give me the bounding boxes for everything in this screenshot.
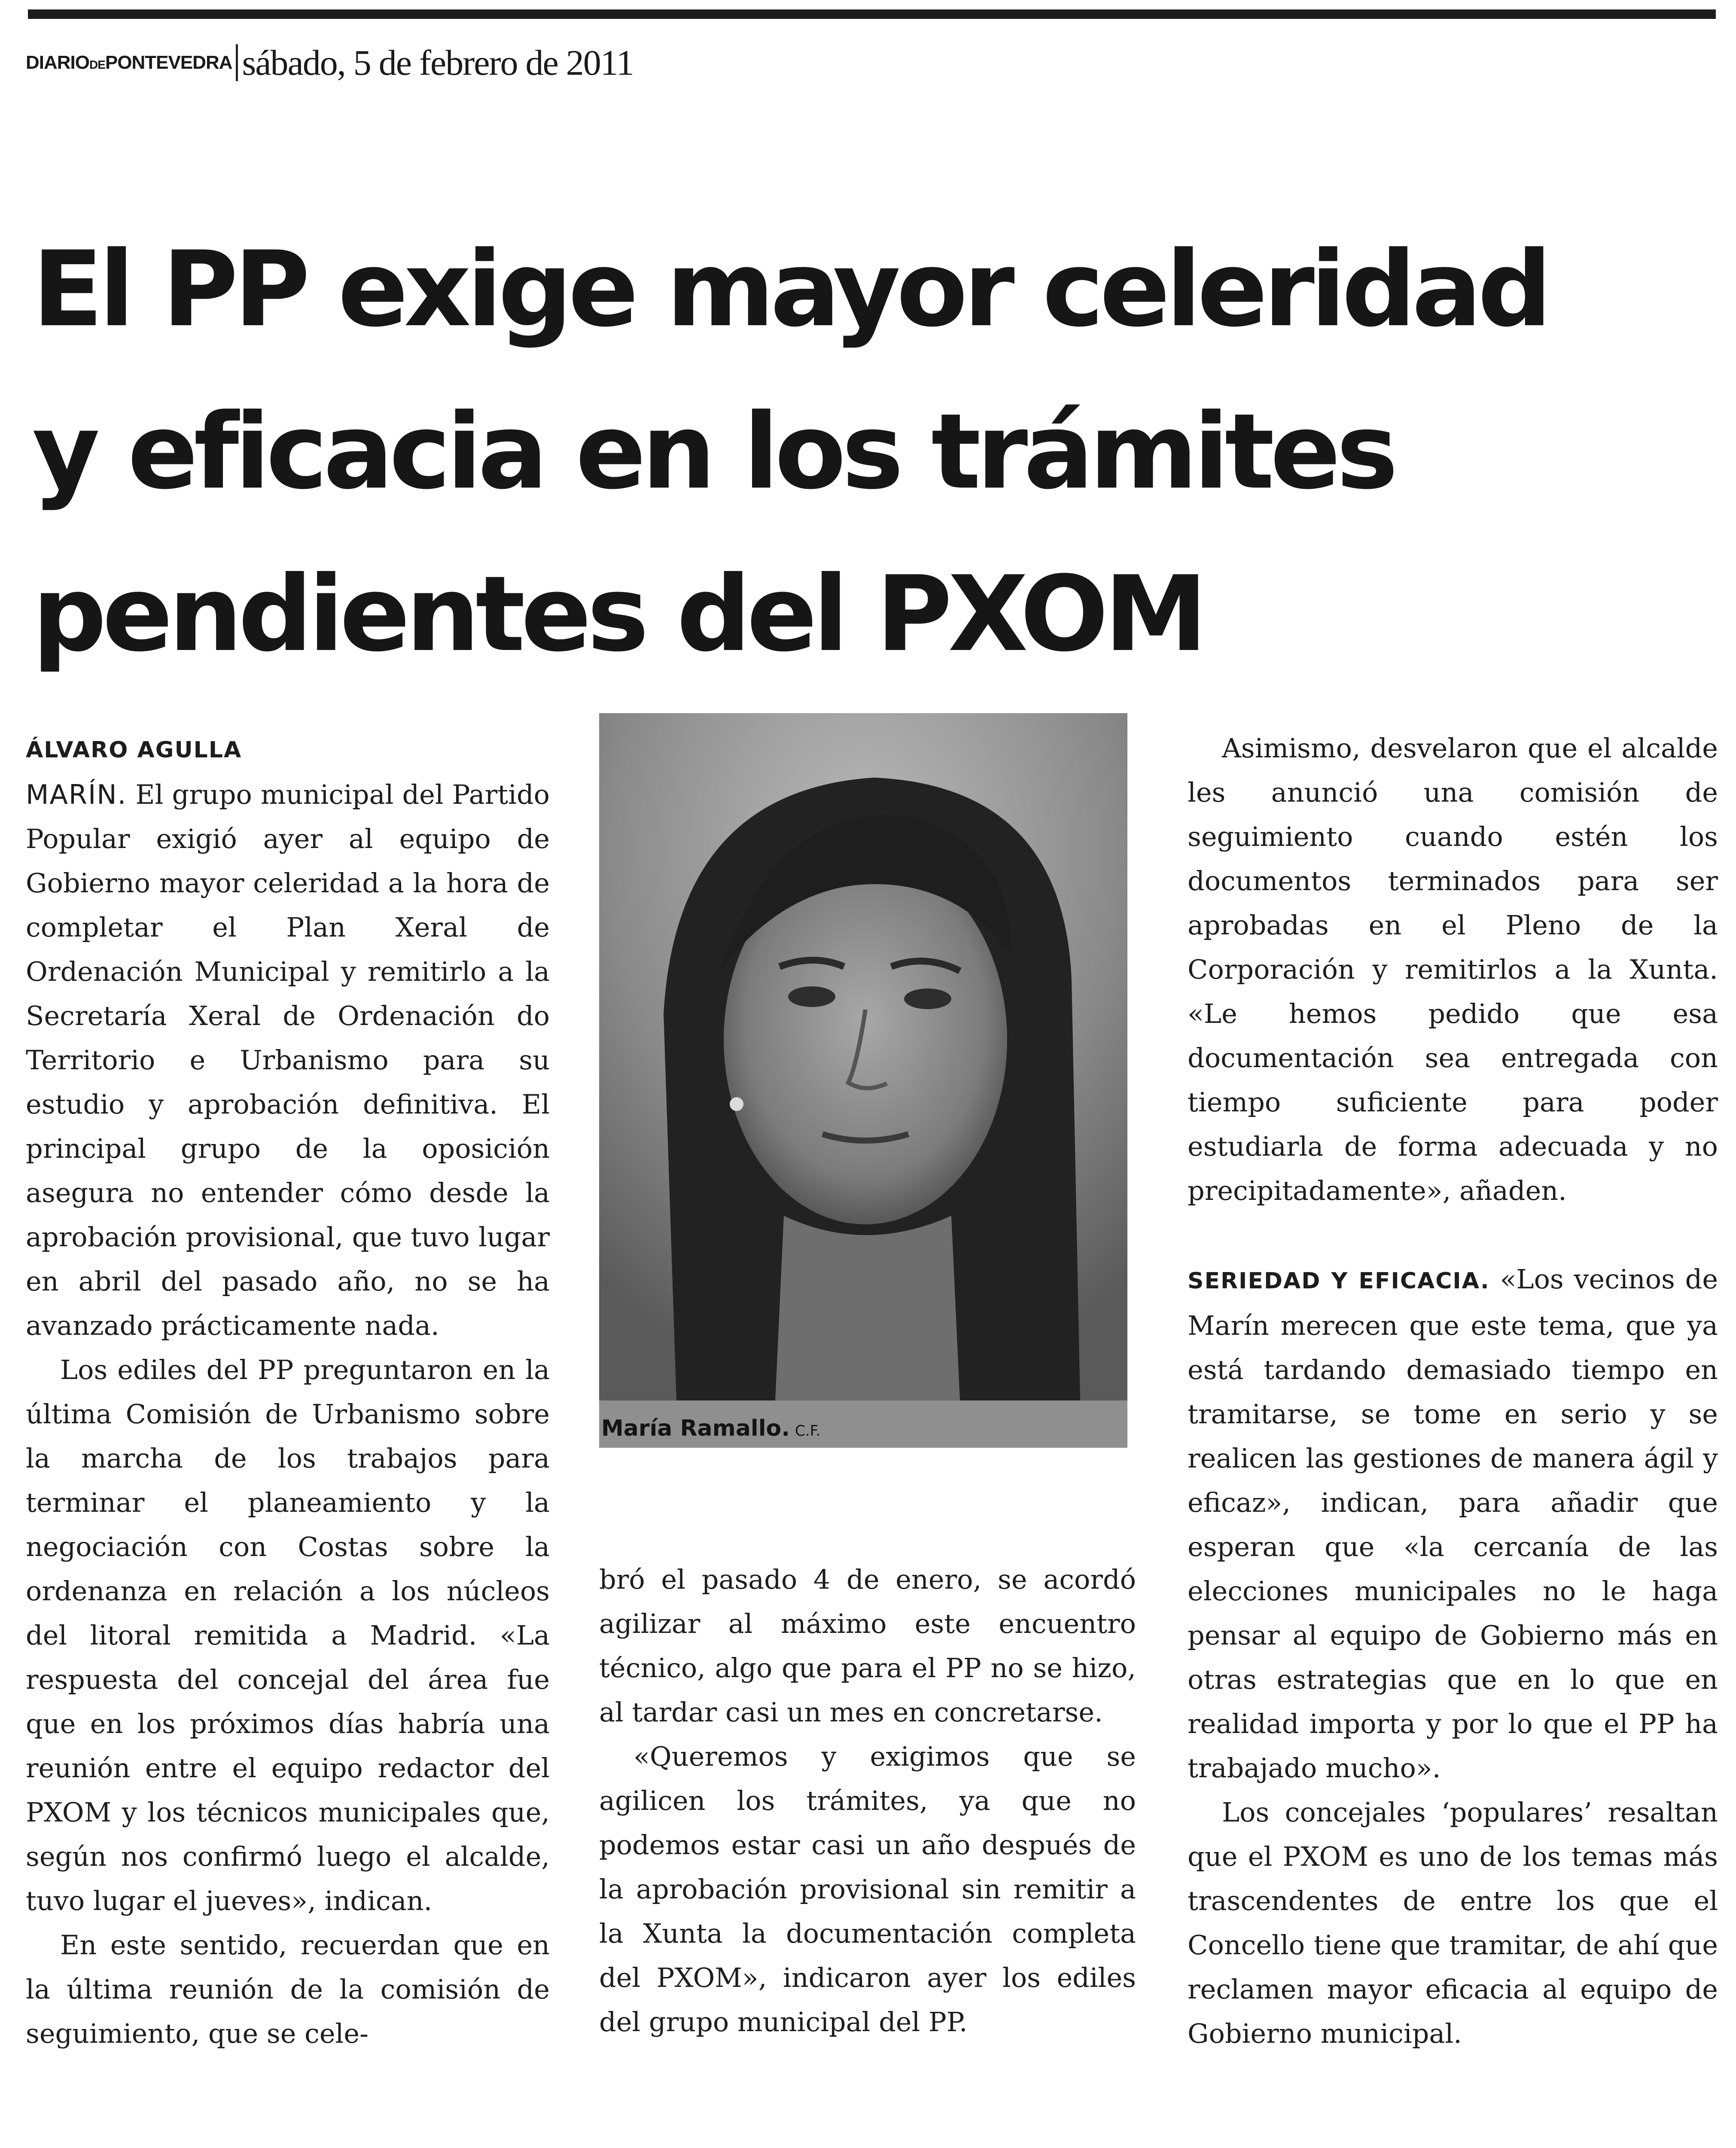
photo-caption: María Ramallo. C.F. [601, 1416, 821, 1441]
paragraph: «Queremos y exigimos que se agilicen los trámites, ya que no podemos estar casi un año después de la aprobación provisional sin remitir a la Xunta la documentación completa del PXOM», indicaron ayer los ediles del grupo municipal del PP. [599, 1741, 1136, 2038]
photo-credit: C.F. [795, 1422, 821, 1440]
headline: El PP exige mayor celeridad y eficacia en los trámites pendientes del PXOM [32, 229, 1548, 675]
paragraph: Los ediles del PP preguntaron en la última Comisión de Urbanismo sobre la marcha de los trabajos para terminar el planeamiento y la negociación con Costas sobre la ordenanza en relación a los núcleos del litoral remitida a Madrid. «La respuesta del concejal del área fue que en los próximos días habría una reunión entre el equipo redactor del PXOM y los técnicos municipales que, según nos confirmó luego el alcalde, tuvo lugar el jueves», indican. [26, 1354, 550, 1916]
subheading: SERIEDAD Y EFICACIA. [1188, 1268, 1490, 1294]
article-column-3 [1188, 726, 1718, 2056]
portrait-image [599, 713, 1127, 1400]
article-column-2 [599, 1557, 1136, 2044]
byline: ÁLVARO AGULLA [26, 737, 242, 763]
paragraph: MARÍN. El grupo municipal del Partido Popular exigió ayer al equipo de Gobierno mayor celeridad a la hora de completar el Plan Xeral de Ordenación Municipal y remitirlo a la Secretaría Xeral de Ordenación do Territorio e Urbanismo para su estudio y aprobación definitiva. El principal grupo de la oposición asegura no entender cómo desde la aprobación provisional, que tuvo lugar en abril del pasado año, no se ha avanzado prácticamente nada. [26, 779, 550, 1341]
masthead [26, 41, 633, 84]
paragraph: En este sentido, recuerdan que en la última reunión de la comisión de seguimiento, que se cele- [26, 1929, 550, 2049]
article-column-1 [26, 726, 550, 2056]
issue-date: sábado, 5 de febrero de 2011 [242, 43, 633, 83]
newspaper-name: DIARIODEPONTEVEDRA [26, 52, 232, 73]
paragraph: Los concejales ‘populares’ resaltan que el PXOM es uno de los temas más trascendentes de entre los que el Concello tiene que tramitar, de ahí que reclamen mayor eficacia al equipo de Gobierno municipal. [1188, 1797, 1718, 2049]
top-rule [28, 9, 1716, 19]
paragraph: SERIEDAD Y EFICACIA. «Los vecinos de Marín merecen que este tema, que ya está tardando demasiado tiempo en tramitarse, se tome en serio y se realicen las gestiones de manera ágil y eficaz», indican, para añadir que esperan que «la cercanía de las elecciones municipales no le haga pensar al equipo de Gobierno más en otras estrategias que en lo que en realidad importa y por lo que el PP ha trabajado mucho». [1188, 1263, 1718, 1784]
portrait-photo [599, 713, 1127, 1448]
paragraph: bró el pasado 4 de enero, se acordó agilizar al máximo este encuentro técnico, algo que para el PP no se hizo, al tardar casi un mes en concretarse. [599, 1564, 1136, 1728]
dateline: MARÍN. [26, 779, 127, 810]
masthead-divider [236, 44, 238, 81]
paragraph: Asimismo, desvelaron que el alcalde les anunció una comisión de seguimiento cuando estén los documentos terminados para ser aprobadas en el Pleno de la Corporación y remitirlos a la Xunta. «Le hemos pedido que esa documentación sea entregada con tiempo suficiente para poder estudiarla de forma adecuada y no precipitadamente», añaden. [1188, 732, 1718, 1206]
